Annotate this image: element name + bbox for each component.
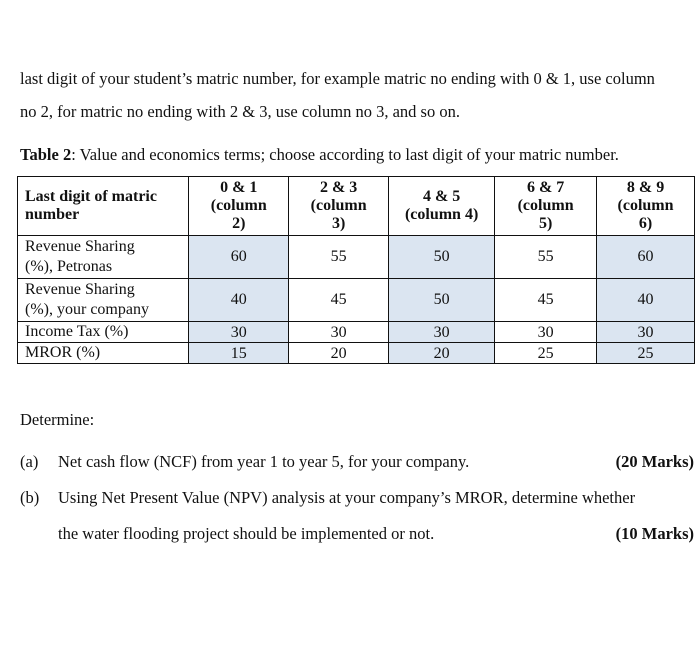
table-cell: 20: [389, 343, 495, 364]
table-cell: 25: [597, 343, 695, 364]
table-cell: 25: [495, 343, 597, 364]
table-header-row: [18, 177, 695, 236]
question-b-text-line-1: Using Net Present Value (NPV) analysis at your company’s MROR, determine whether: [58, 488, 636, 507]
table-cell: 15: [189, 343, 289, 364]
question-a-marks: (20 Marks): [615, 452, 694, 471]
table-row: [18, 343, 695, 364]
intro-line-2: no 2, for matric no ending with 2 & 3, use column no 3, and so on.: [20, 102, 460, 121]
header-column-5: 6 & 7 (column 5): [495, 177, 597, 236]
table-cell: 45: [289, 279, 389, 322]
header-column-4: 4 & 5 (column 4): [389, 177, 495, 236]
question-b-text-line-2: the water flooding project should be implemented or not.: [58, 524, 435, 543]
table-cell: 20: [289, 343, 389, 364]
table-cell: 30: [389, 322, 495, 343]
header-column-3: 2 & 3 (column 3): [289, 177, 389, 236]
table-caption: [20, 145, 619, 165]
header-last-digit: Last digit of matric number: [18, 177, 189, 236]
intro-paragraph: [20, 62, 700, 128]
table-cell: 30: [189, 322, 289, 343]
question-a-label: (a): [20, 452, 39, 471]
table-caption-text: : Value and economics terms; choose according to last digit of your matric number.: [71, 145, 619, 164]
question-b-label: (b): [20, 488, 40, 507]
intro-line-1: last digit of your student’s matric number, for example matric no ending with 0 & 1, use column: [20, 69, 655, 88]
table-row: [18, 279, 695, 322]
table-cell: 50: [389, 279, 495, 322]
table-cell: 30: [495, 322, 597, 343]
table-cell: 55: [495, 236, 597, 279]
table-cell: 45: [495, 279, 597, 322]
question-b-marks: (10 Marks): [615, 524, 694, 543]
table-cell: 60: [189, 236, 289, 279]
row-label-petronas: Revenue Sharing (%), Petronas: [18, 236, 189, 279]
row-label-your-company: Revenue Sharing (%), your company: [18, 279, 189, 322]
table-caption-label: Table 2: [20, 145, 72, 164]
row-label-income-tax: Income Tax (%): [18, 322, 189, 343]
table-cell: 30: [289, 322, 389, 343]
table-cell: 55: [289, 236, 389, 279]
header-column-2: 0 & 1 (column 2): [189, 177, 289, 236]
question-a-text: Net cash flow (NCF) from year 1 to year 5, for your company.: [58, 452, 470, 471]
table-cell: 40: [597, 279, 695, 322]
row-label-mror: MROR (%): [18, 343, 189, 364]
table-cell: 40: [189, 279, 289, 322]
determine-heading: Determine:: [20, 410, 95, 429]
table-cell: 50: [389, 236, 495, 279]
header-column-6: 8 & 9 (column 6): [597, 177, 695, 236]
table-row: [18, 322, 695, 343]
table-row: [18, 236, 695, 279]
table-cell: 30: [597, 322, 695, 343]
table-cell: 60: [597, 236, 695, 279]
economics-terms-table: [17, 176, 695, 364]
